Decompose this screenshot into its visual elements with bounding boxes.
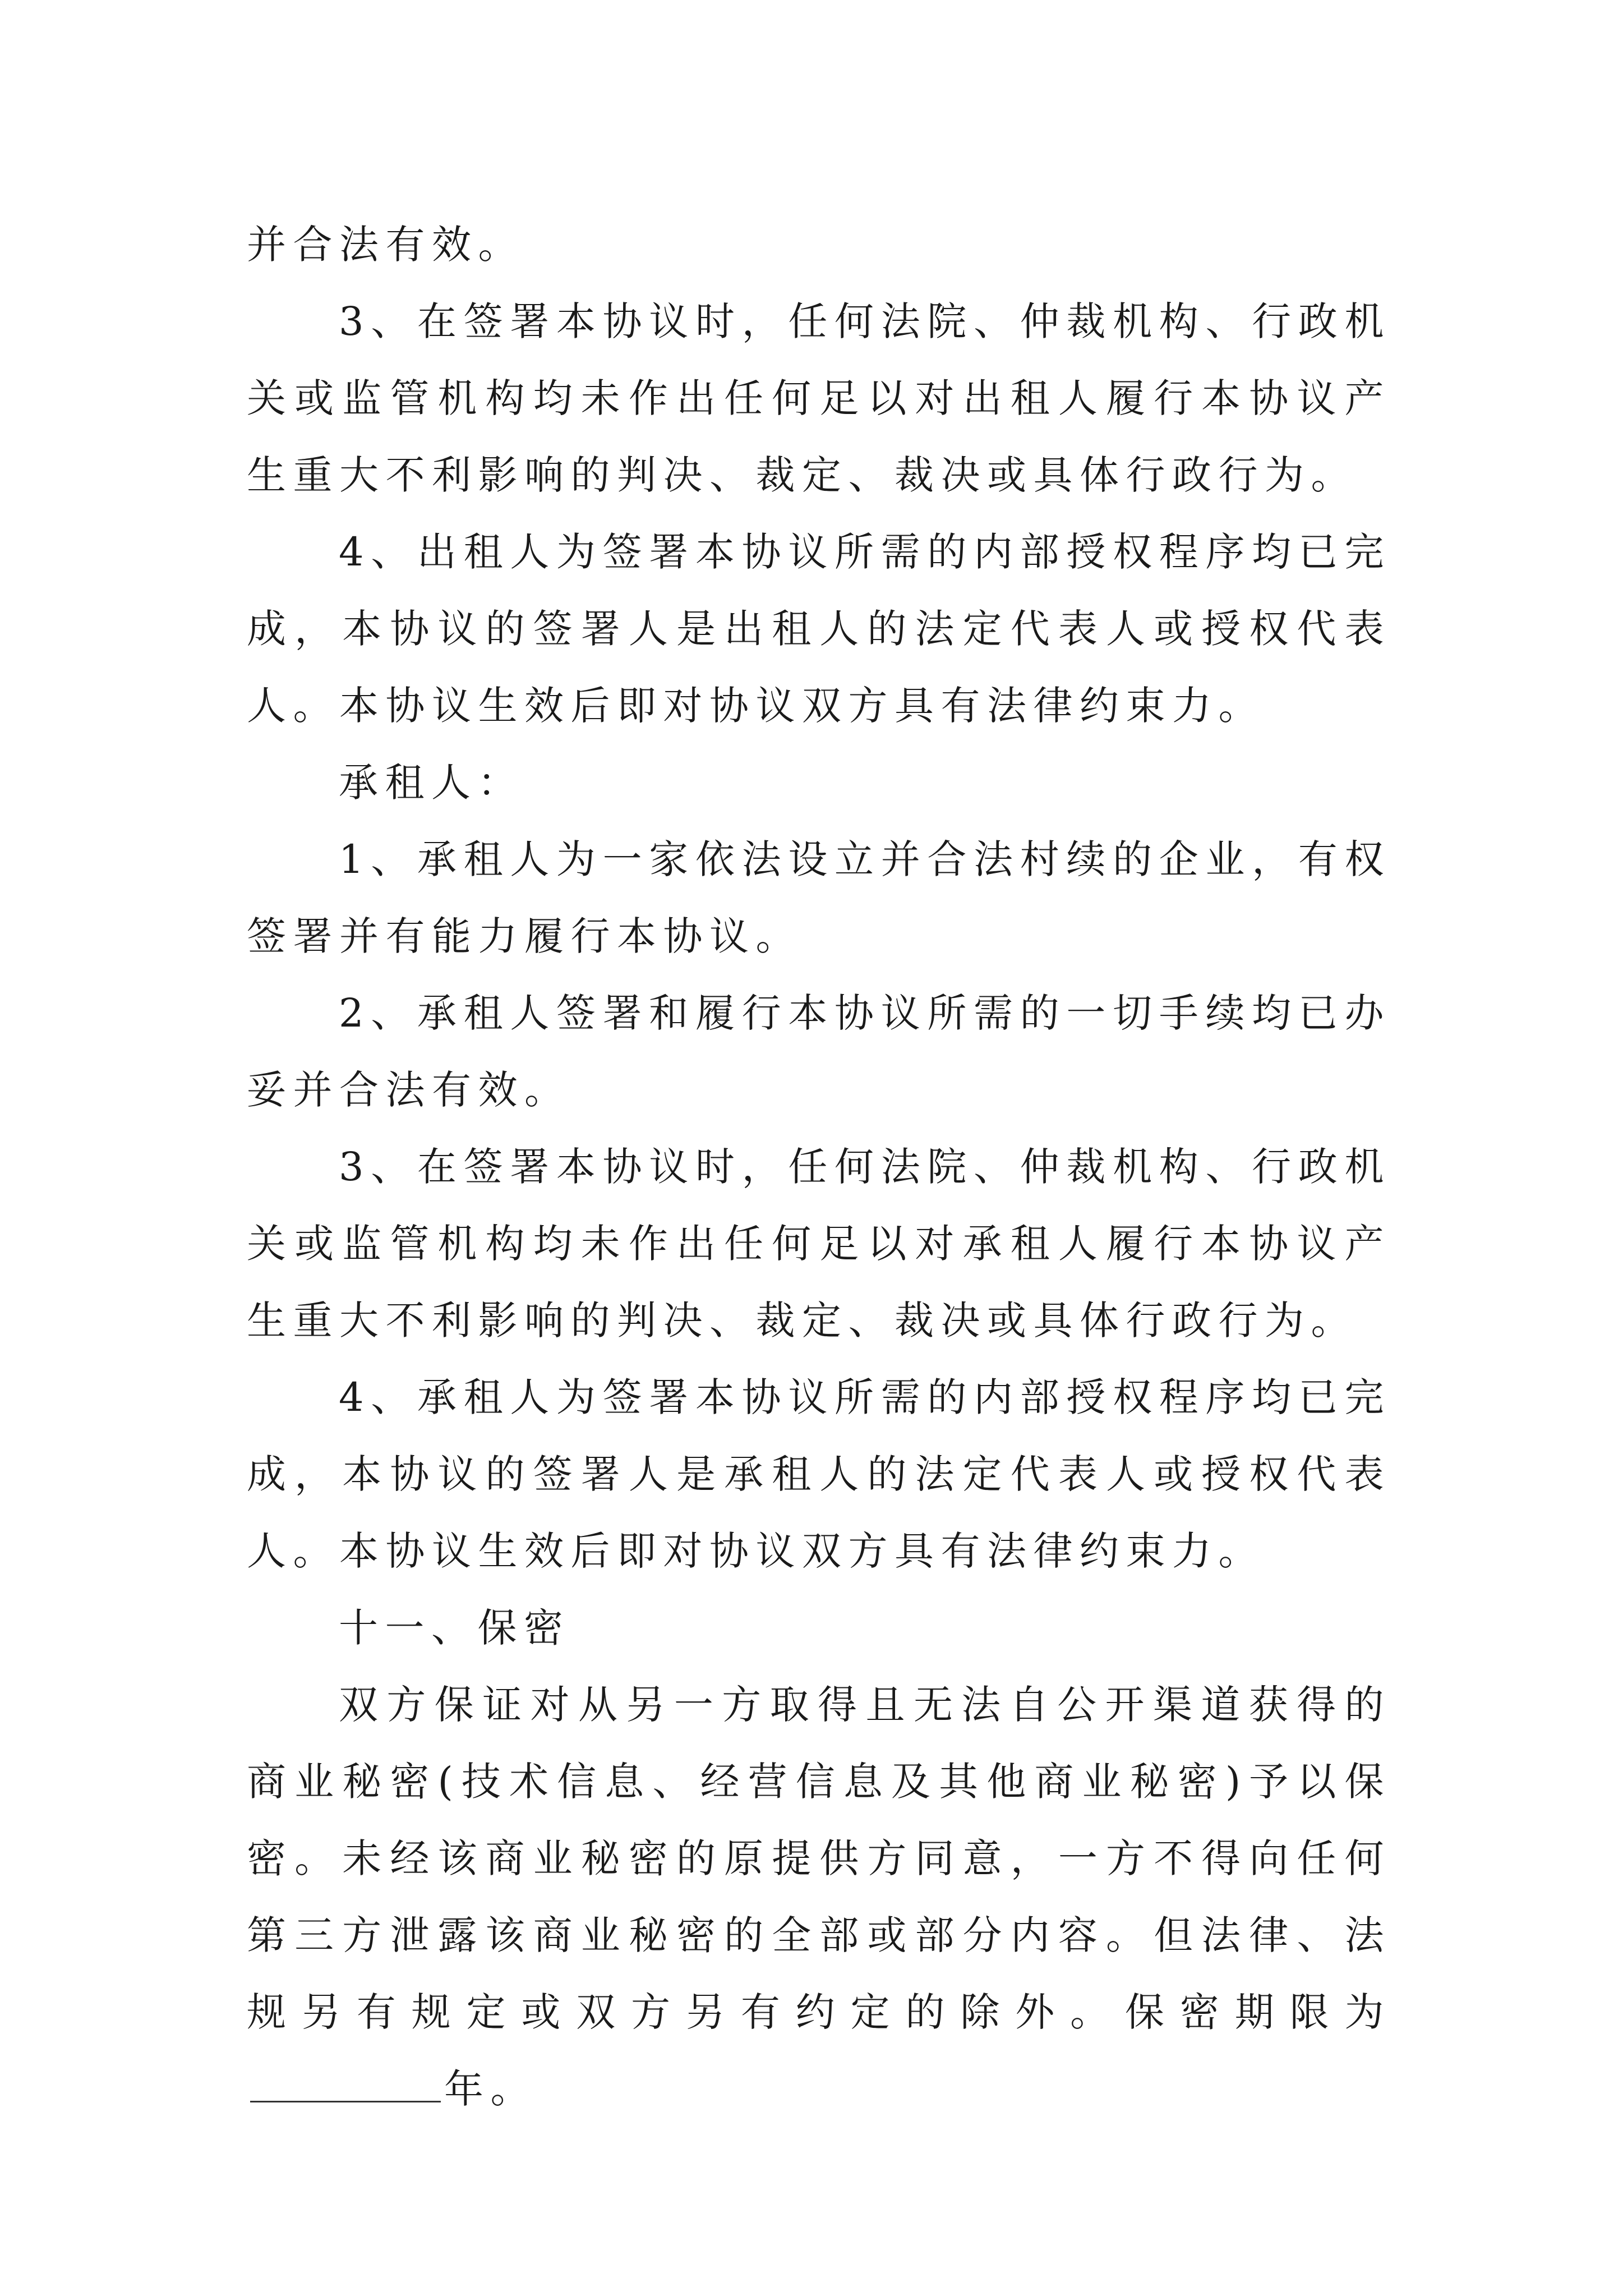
paragraph-confidentiality	[247, 1667, 1391, 2128]
confidentiality-term-unit: 年。	[444, 2066, 537, 2112]
paragraph-continuation: 并合法有效。	[247, 222, 524, 268]
paragraph-lessee-clause-2: 2、承租人签署和履行本协议所需的一切手续均已办妥并合法有效。	[247, 990, 1391, 1113]
confidentiality-text: 双方保证对从另一方取得且无法自公开渠道获得的商业秘密(技术信息、经营信息及其他商业秘密)予以保密。未经该商业秘密的原提供方同意，一方不得向任何第三方泄露该商业秘密的全部或部分内容。但法律、法规另有规定或双方另有约定的除外。保密期限为	[247, 1682, 1391, 2035]
paragraph-lessor-clause-4: 4、出租人为签署本协议所需的内部授权程序均已完成，本协议的签署人是出租人的法定代表人或授权代表人。本协议生效后即对协议双方具有法律约束力。	[247, 529, 1391, 729]
section-heading-confidentiality: 十一、保密	[339, 1605, 570, 1651]
document-body	[247, 206, 1391, 2128]
confidentiality-term-blank	[250, 2067, 441, 2102]
paragraph-lessor-clause-3: 3、在签署本协议时，任何法院、仲裁机构、行政机关或监管机构均未作出任何足以对出租人履行本协议产生重大不利影响的判决、裁定、裁决或具体行政行为。	[247, 298, 1391, 498]
paragraph-lessee-clause-4: 4、承租人为签署本协议所需的内部授权程序均已完成，本协议的签署人是承租人的法定代表人或授权代表人。本协议生效后即对协议双方具有法律约束力。	[247, 1374, 1391, 1574]
paragraph-lessee-clause-1: 1、承租人为一家依法设立并合法村续的企业，有权签署并有能力履行本协议。	[247, 836, 1391, 959]
paragraph-lessee-clause-3: 3、在签署本协议时，任何法院、仲裁机构、行政机关或监管机构均未作出任何足以对承租人履行本协议产生重大不利影响的判决、裁定、裁决或具体行政行为。	[247, 1144, 1391, 1343]
paragraph-lessee-heading: 承租人：	[339, 760, 524, 806]
